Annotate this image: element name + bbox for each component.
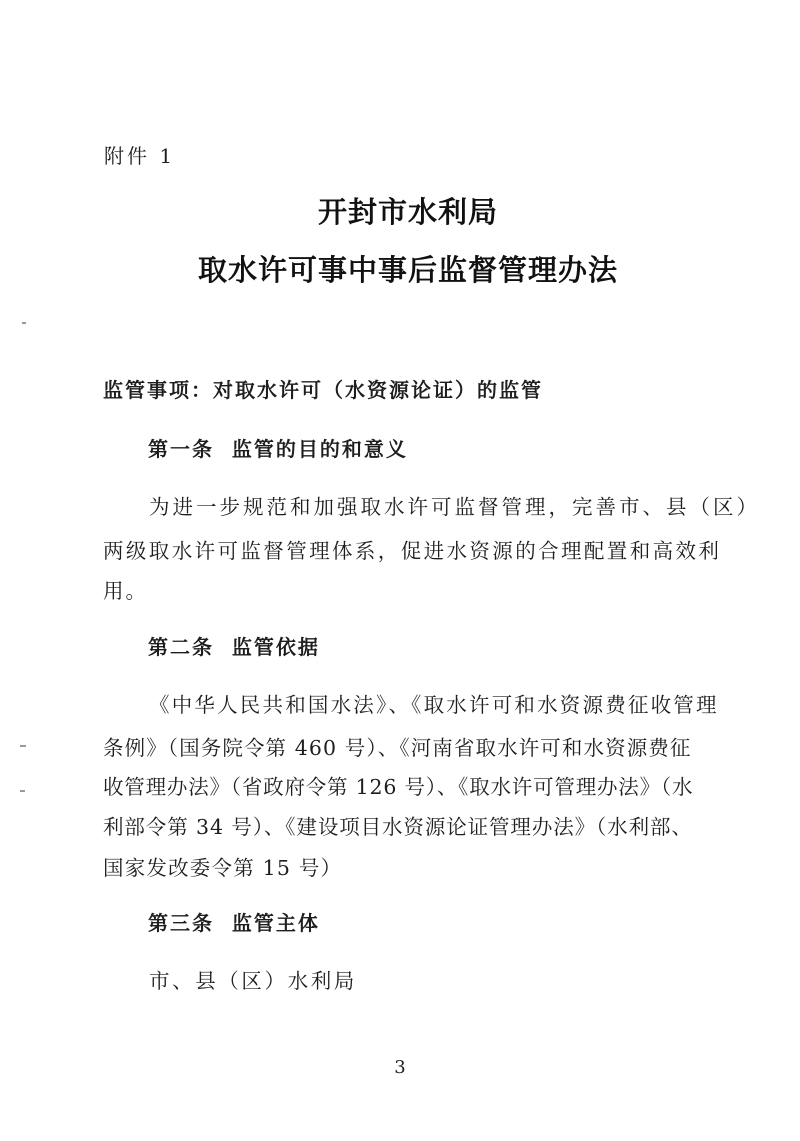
article-2-line: 《中华人民共和国水法》、《取水许可和水资源费征收管理 <box>149 693 719 717</box>
article-1-line: 为进一步规范和加强取水许可监督管理，完善市、县（区） <box>149 495 760 519</box>
article-2-heading: 第二条 监管依据 <box>148 635 320 659</box>
article-3-heading: 第三条 监管主体 <box>148 911 320 935</box>
article-2-line: 收管理办法》（省政府令第 126 号）、《取水许可管理办法》（水 <box>103 775 694 799</box>
article-1-heading: 第一条 监管的目的和意义 <box>148 437 408 461</box>
article-1-line: 用。 <box>103 579 148 603</box>
attachment-label: 附件 1 <box>104 144 176 168</box>
article-3-line: 市、县（区）水利局 <box>149 969 357 993</box>
article-2-line: 利部令第 34 号）、《建设项目水资源论证管理办法》（水利部、 <box>103 815 693 839</box>
scan-speck <box>20 790 25 792</box>
scan-speck <box>20 745 26 747</box>
article-2-line: 条例》（国务院令第 460 号）、《河南省取水许可和水资源费征 <box>103 736 692 760</box>
scan-speck <box>22 322 26 324</box>
document-title-organization: 开封市水利局 <box>317 195 498 229</box>
article-2-line: 国家发改委令第 15 号） <box>103 856 343 880</box>
article-1-line: 两级取水许可监督管理体系，促进水资源的合理配置和高效利 <box>103 539 722 563</box>
page-number: 3 <box>394 1057 406 1078</box>
supervision-item: 监管事项：对取水许可（水资源论证）的监管 <box>103 378 543 402</box>
document-title-main: 取水许可事中事后监督管理办法 <box>197 253 618 287</box>
